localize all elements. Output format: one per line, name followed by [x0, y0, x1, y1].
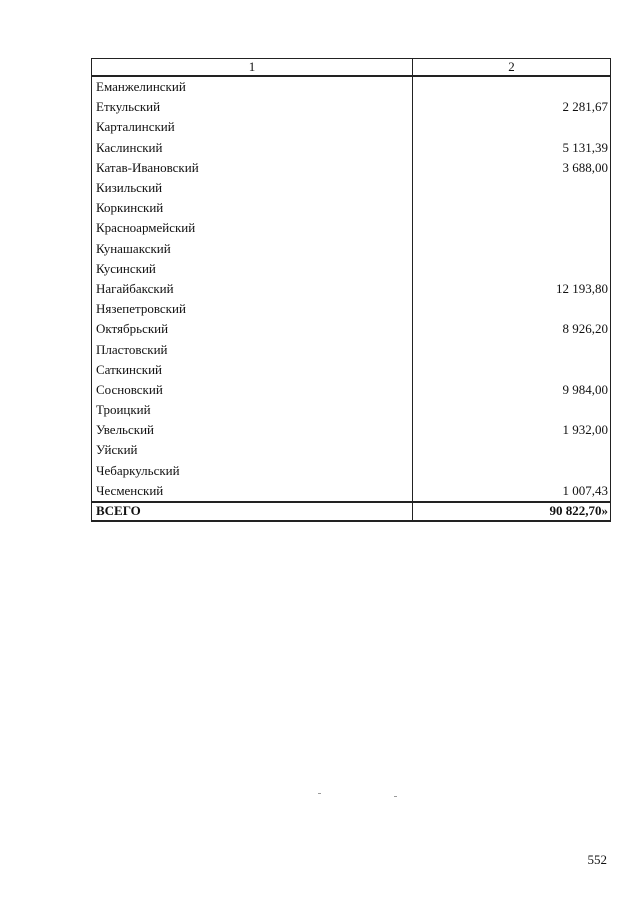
district-name: Еткульский — [92, 97, 413, 117]
district-value — [413, 239, 611, 259]
district-name: Саткинский — [92, 360, 413, 380]
table-row — [92, 97, 611, 117]
district-value — [413, 360, 611, 380]
table-row — [92, 461, 611, 481]
table-row — [92, 158, 611, 178]
district-name: Еманжелинский — [92, 76, 413, 97]
district-name: Чебаркульский — [92, 461, 413, 481]
column-header-2: 2 — [413, 59, 611, 77]
total-label: ВСЕГО — [92, 502, 413, 521]
district-value — [413, 339, 611, 359]
district-name: Октябрьский — [92, 319, 413, 339]
district-value — [413, 198, 611, 218]
table-row — [92, 279, 611, 299]
district-name: Увельский — [92, 420, 413, 440]
district-value — [413, 461, 611, 481]
table-row — [92, 360, 611, 380]
district-name: Карталинский — [92, 117, 413, 137]
district-name: Нагайбакский — [92, 279, 413, 299]
total-row — [92, 502, 611, 521]
district-name: Уйский — [92, 440, 413, 460]
district-value: 3 688,00 — [413, 158, 611, 178]
district-name: Каслинский — [92, 138, 413, 158]
table-body — [92, 76, 611, 502]
table-row — [92, 440, 611, 460]
district-name: Кусинский — [92, 259, 413, 279]
table-row — [92, 218, 611, 238]
table-row — [92, 339, 611, 359]
header-row — [92, 59, 611, 77]
table-row — [92, 239, 611, 259]
column-header-1: 1 — [92, 59, 413, 77]
district-name: Сосновский — [92, 380, 413, 400]
district-name: Катав-Ивановский — [92, 158, 413, 178]
district-name: Троицкий — [92, 400, 413, 420]
district-value — [413, 178, 611, 198]
table-row — [92, 259, 611, 279]
district-name: Чесменский — [92, 481, 413, 502]
table-row — [92, 76, 611, 97]
district-value: 2 281,67 — [413, 97, 611, 117]
table-row — [92, 380, 611, 400]
table-row — [92, 400, 611, 420]
district-name: Коркинский — [92, 198, 413, 218]
total-value: 90 822,70» — [413, 502, 611, 521]
table-row — [92, 481, 611, 502]
table-row — [92, 198, 611, 218]
district-name: Красноармейский — [92, 218, 413, 238]
page-number: 552 — [587, 852, 607, 867]
district-value — [413, 117, 611, 137]
district-name: Нязепетровский — [92, 299, 413, 319]
table-row — [92, 420, 611, 440]
district-value: 12 193,80 — [413, 279, 611, 299]
table-row — [92, 138, 611, 158]
district-value — [413, 76, 611, 97]
district-name: Пластовский — [92, 339, 413, 359]
data-table — [91, 58, 611, 522]
district-name: Кизильский — [92, 178, 413, 198]
district-value — [413, 400, 611, 420]
scan-speck — [318, 793, 321, 794]
district-value: 5 131,39 — [413, 138, 611, 158]
district-value — [413, 259, 611, 279]
table-row — [92, 178, 611, 198]
district-name: Кунашакский — [92, 239, 413, 259]
district-value: 8 926,20 — [413, 319, 611, 339]
district-value — [413, 299, 611, 319]
district-value: 1 007,43 — [413, 481, 611, 502]
district-value: 1 932,00 — [413, 420, 611, 440]
table-row — [92, 319, 611, 339]
district-value — [413, 440, 611, 460]
district-value: 9 984,00 — [413, 380, 611, 400]
table-row — [92, 299, 611, 319]
district-value — [413, 218, 611, 238]
scan-speck — [394, 796, 397, 797]
table-row — [92, 117, 611, 137]
